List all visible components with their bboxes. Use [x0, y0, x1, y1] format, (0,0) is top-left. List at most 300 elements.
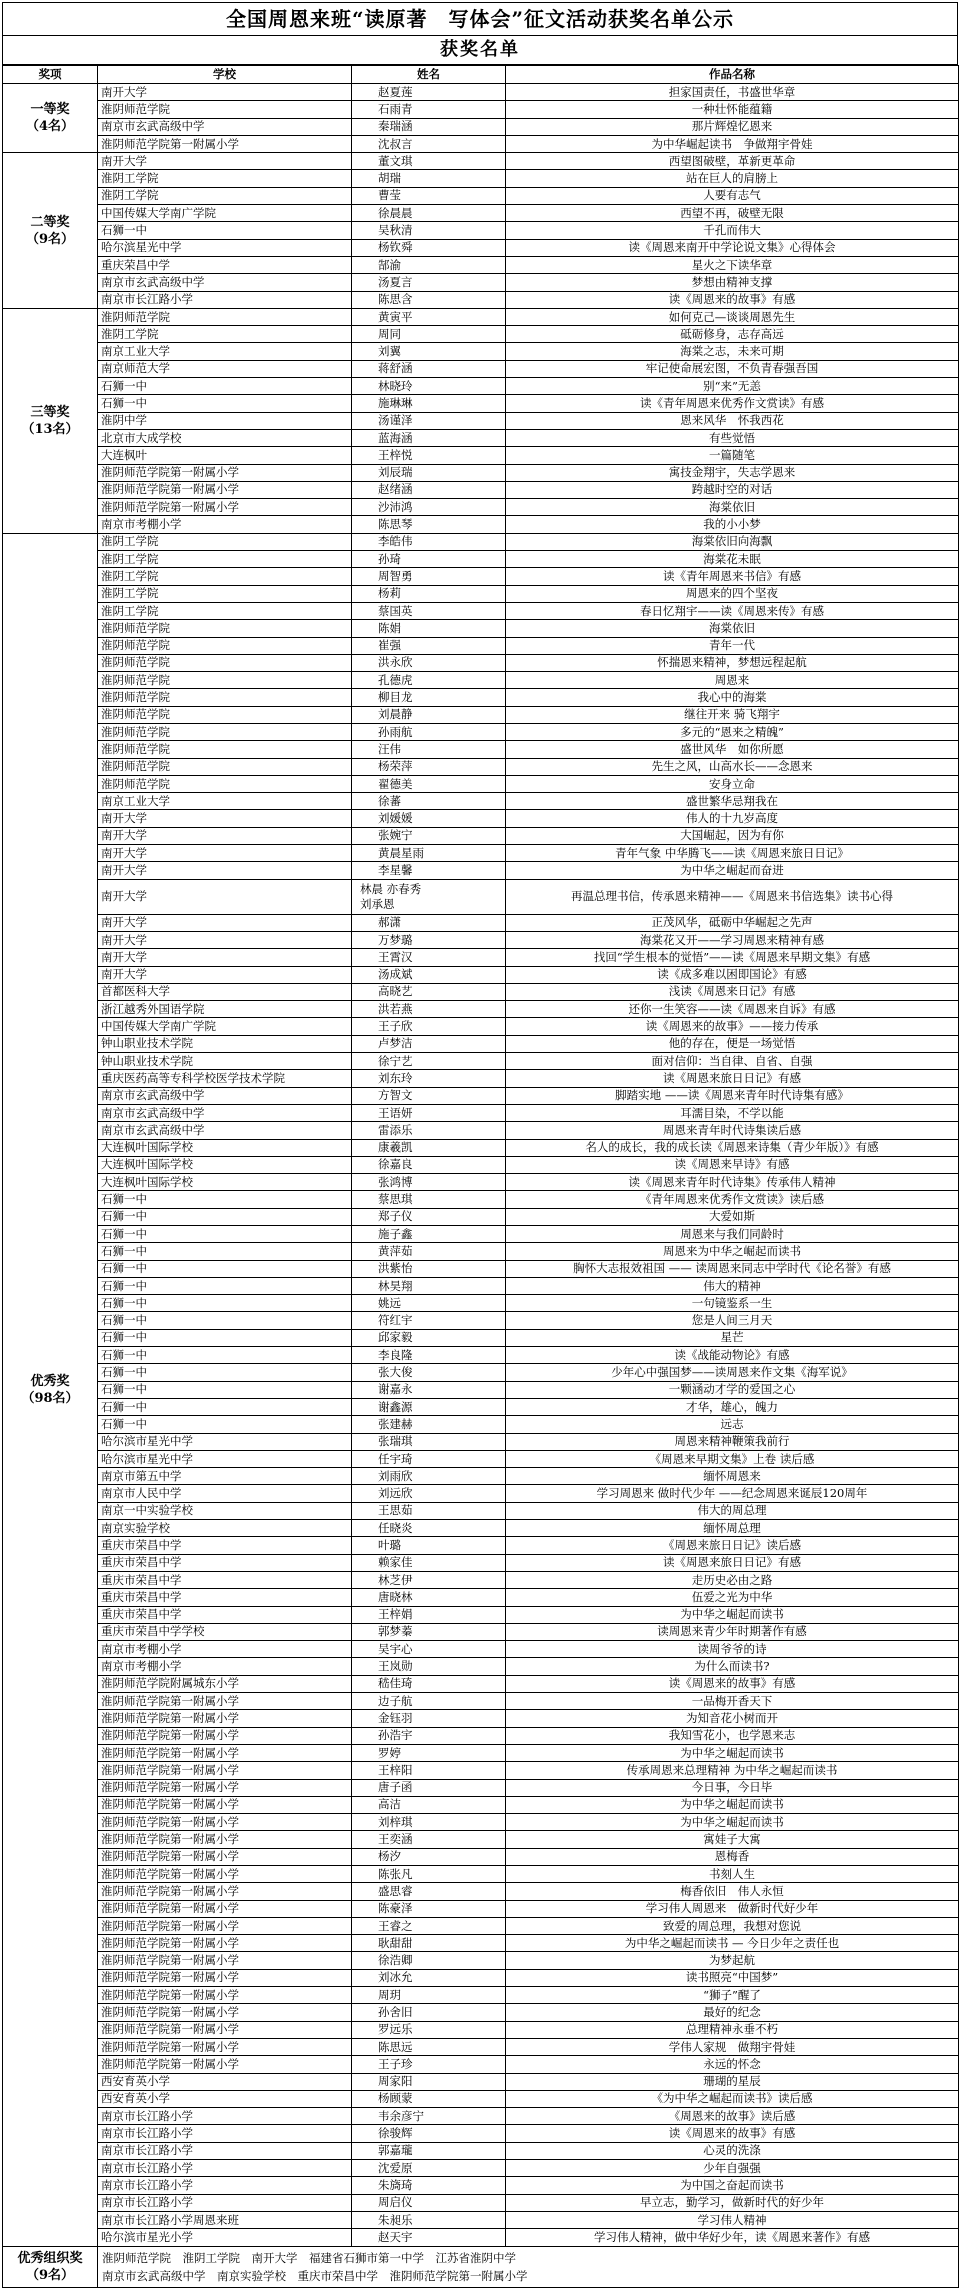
name-cell: 徐蕃 [352, 793, 506, 810]
school-cell: 石狮一中 [98, 1347, 352, 1364]
school-cell: 淮阴师范学院 [98, 723, 352, 740]
name-cell: 秦瑞涵 [352, 118, 506, 135]
table-row [3, 1796, 959, 1813]
table-row [3, 775, 959, 792]
award-list-page [2, 2, 958, 2288]
work-cell: 梦想由精神支撑 [506, 274, 959, 291]
work-cell: 伟大的周总理 [506, 1502, 959, 1519]
table-row [3, 481, 959, 498]
table-row [3, 1520, 959, 1537]
school-cell: 石狮一中 [98, 1226, 352, 1243]
table-row [3, 1502, 959, 1519]
work-cell: 寓娃子大寓 [506, 1831, 959, 1848]
award-level: 三等奖 （13名） [3, 308, 98, 533]
name-cell: 朱旖琦 [352, 2177, 506, 2194]
name-cell: 赵夏莲 [352, 84, 506, 101]
school-cell: 淮阴工学院 [98, 533, 352, 550]
work-cell: 怀揣恩来精神，梦想远程起航 [506, 654, 959, 671]
table-row [3, 1347, 959, 1364]
work-cell: 我的小小梦 [506, 516, 959, 533]
school-cell: 重庆医药高等专科学校医学技术学院 [98, 1070, 352, 1087]
name-cell: 万梦璐 [352, 931, 506, 948]
name-cell: 王睿之 [352, 1917, 506, 1934]
table-row [3, 395, 959, 412]
name-cell: 陈思琴 [352, 516, 506, 533]
table-row [3, 378, 959, 395]
work-cell: 读《青年周恩来优秀作文赏读》有感 [506, 395, 959, 412]
table-row [3, 914, 959, 931]
school-cell: 淮阴师范学院 [98, 308, 352, 325]
table-row [3, 1952, 959, 1969]
name-cell: 黄晨星雨 [352, 845, 506, 862]
school-cell: 大连枫叶国际学校 [98, 1174, 352, 1191]
work-cell: 少年自强强 [506, 2160, 959, 2177]
table-row [3, 1104, 959, 1121]
work-cell: 为什么而读书? [506, 1658, 959, 1675]
table-row [3, 637, 959, 654]
school-cell: 淮阴师范学院 [98, 775, 352, 792]
name-cell: 王子珍 [352, 2056, 506, 2073]
name-cell: 杨汐 [352, 1848, 506, 1865]
work-cell: 周恩来 [506, 672, 959, 689]
school-cell: 淮阴师范学院第一附属小学 [98, 499, 352, 516]
name-cell: 孙舍旧 [352, 2004, 506, 2021]
table-row [3, 568, 959, 585]
table-row [3, 499, 959, 516]
table-row [3, 2056, 959, 2073]
school-cell: 南开大学 [98, 810, 352, 827]
table-row [3, 170, 959, 187]
work-cell: 读《成多难以困即国论》有感 [506, 966, 959, 983]
school-cell: 南京市长江路小学 [98, 2177, 352, 2194]
award-level: 优秀组织奖 （9名） [3, 2246, 98, 2287]
header-school: 学校 [98, 66, 352, 84]
school-cell: 淮阴师范学院第一附属小学 [98, 1814, 352, 1831]
work-cell: 找回“学生根本的觉悟”——读《周恩来早期文集》有感 [506, 949, 959, 966]
table-row [3, 1226, 959, 1243]
name-cell: 沈叔言 [352, 135, 506, 152]
table-row [3, 1174, 959, 1191]
work-cell: 读《周恩来的故事》——接力传承 [506, 1018, 959, 1035]
table-row [3, 1139, 959, 1156]
table-row [3, 1450, 959, 1467]
work-cell: 读《周恩来的故事》有感 [506, 1675, 959, 1692]
school-cell: 淮阴师范学院第一附属小学 [98, 1987, 352, 2004]
table-row [3, 983, 959, 1000]
table-row [3, 1831, 959, 1848]
school-cell: 西安育英小学 [98, 2090, 352, 2107]
school-cell: 南开大学 [98, 153, 352, 170]
table-row [3, 2090, 959, 2107]
table-row [3, 2073, 959, 2090]
school-cell: 淮阴中学 [98, 412, 352, 429]
table-row [3, 429, 959, 446]
work-cell: 《为中华之崛起而读书》读后感 [506, 2090, 959, 2107]
name-cell: 刘远欣 [352, 1485, 506, 1502]
school-cell: 南京市考棚小学 [98, 1658, 352, 1675]
work-cell: 缅怀周恩来 [506, 1468, 959, 1485]
table-row [3, 1917, 959, 1934]
work-cell: 春日忆翔宇——读《周恩来传》有感 [506, 602, 959, 619]
school-cell: 石狮一中 [98, 395, 352, 412]
work-cell: 为中华崛起读书 争做翔宇骨娃 [506, 135, 959, 152]
table-row [3, 1485, 959, 1502]
header-name: 姓名 [352, 66, 506, 84]
school-cell: 南开大学 [98, 862, 352, 879]
name-cell: 林昊翔 [352, 1277, 506, 1294]
name-cell: 曹莹 [352, 187, 506, 204]
work-cell: 别“来”无恙 [506, 378, 959, 395]
table-row [3, 135, 959, 152]
table-row [3, 1693, 959, 1710]
work-cell: 正茂风华，砥砺中华崛起之先声 [506, 914, 959, 931]
work-cell: 书刻人生 [506, 1865, 959, 1882]
work-cell: 传承周恩来总理精神 为中华之崛起而读书 [506, 1762, 959, 1779]
school-cell: 南京市长江路小学周恩来班 [98, 2211, 352, 2228]
school-cell: 重庆市荣昌中学学校 [98, 1623, 352, 1640]
table-row [3, 1018, 959, 1035]
school-cell: 南京市玄武高级中学 [98, 1104, 352, 1121]
work-cell: 少年心中强国梦——读周恩来作文集《海军说》 [506, 1364, 959, 1381]
name-cell: 王梓阳 [352, 1762, 506, 1779]
school-cell: 淮阴师范学院 [98, 706, 352, 723]
name-cell: 张大俊 [352, 1364, 506, 1381]
work-cell: 读《周恩来旅日日记》有感 [506, 1070, 959, 1087]
table-row [3, 412, 959, 429]
school-cell: 淮阴师范学院 [98, 741, 352, 758]
name-cell: 高洁 [352, 1796, 506, 1813]
work-cell: 读书照亮“中国梦” [506, 1969, 959, 1986]
name-cell: 陈思含 [352, 291, 506, 308]
name-cell: 李皓伟 [352, 533, 506, 550]
school-cell: 淮阴师范学院 [98, 689, 352, 706]
name-cell: 周启仪 [352, 2194, 506, 2211]
school-cell: 淮阴师范学院第一附属小学 [98, 1883, 352, 1900]
table-row [3, 706, 959, 723]
name-cell: 黄萍茹 [352, 1243, 506, 1260]
table-row [3, 1848, 959, 1865]
table-row [3, 1641, 959, 1658]
work-cell: 读《青年周恩来书信》有感 [506, 568, 959, 585]
name-cell: 林晨 亦春秀 刘承恩 [352, 879, 506, 914]
table-row [3, 672, 959, 689]
work-cell: 珊瑚的星辰 [506, 2073, 959, 2090]
work-cell: 海棠依旧 [506, 499, 959, 516]
table-row [3, 1658, 959, 1675]
school-cell: 南开大学 [98, 879, 352, 914]
table-row [3, 1814, 959, 1831]
school-cell: 南京市考棚小学 [98, 516, 352, 533]
name-cell: 沙沛鸿 [352, 499, 506, 516]
work-cell: 千孔而伟大 [506, 222, 959, 239]
table-row [3, 810, 959, 827]
table-row [3, 2177, 959, 2194]
name-cell: 崔强 [352, 637, 506, 654]
school-cell: 南京市玄武高级中学 [98, 274, 352, 291]
work-cell: 大国崛起，因为有你 [506, 827, 959, 844]
table-row [3, 447, 959, 464]
name-cell: 施琳琳 [352, 395, 506, 412]
table-row [3, 1295, 959, 1312]
name-cell: 罗婷 [352, 1744, 506, 1761]
table-row [3, 1070, 959, 1087]
table-row [3, 533, 959, 550]
name-cell: 杨荣萍 [352, 758, 506, 775]
school-cell: 淮阴师范学院第一附属小学 [98, 1779, 352, 1796]
table-row [3, 274, 959, 291]
work-cell: 读《周恩来青年时代诗集》传承伟人精神 [506, 1174, 959, 1191]
work-cell: 梅香依旧 伟人永恒 [506, 1883, 959, 1900]
work-cell: 读周爷爷的诗 [506, 1641, 959, 1658]
work-cell: 一品梅开香天下 [506, 1693, 959, 1710]
work-cell: 周恩来的四个坚夜 [506, 585, 959, 602]
school-cell: 淮阴师范学院第一附属小学 [98, 1848, 352, 1865]
work-cell: 海棠花又开——学习周恩来精神有感 [506, 931, 959, 948]
name-cell: 胡瑞 [352, 170, 506, 187]
name-cell: 周玥 [352, 1987, 506, 2004]
work-cell: 星芒 [506, 1329, 959, 1346]
table-row [3, 101, 959, 118]
name-cell: 刘冰允 [352, 1969, 506, 1986]
name-cell: 刘东玲 [352, 1070, 506, 1087]
school-cell: 南开大学 [98, 949, 352, 966]
name-cell: 符红宇 [352, 1312, 506, 1329]
table-row [3, 1191, 959, 1208]
school-cell: 北京市大成学校 [98, 429, 352, 446]
work-cell: 有些觉悟 [506, 429, 959, 446]
table-row [3, 1744, 959, 1761]
name-cell: 吴宇心 [352, 1641, 506, 1658]
school-cell: 中国传媒大学南广学院 [98, 1018, 352, 1035]
work-cell: 继往开来 骑飞翔宇 [506, 706, 959, 723]
table-row [3, 2038, 959, 2055]
table-row [3, 1606, 959, 1623]
school-cell: 南京实验学校 [98, 1520, 352, 1537]
work-cell: 今日事，今日毕 [506, 1779, 959, 1796]
school-cell: 哈尔滨市星光中学 [98, 1450, 352, 1467]
work-cell: 牢记使命展宏图，不负青春强吾国 [506, 360, 959, 377]
name-cell: 任宇琦 [352, 1450, 506, 1467]
table-row [3, 1900, 959, 1917]
school-cell: 淮阴师范学院第一附属小学 [98, 1900, 352, 1917]
school-cell: 南京市长江路小学 [98, 2160, 352, 2177]
school-cell: 石狮一中 [98, 1295, 352, 1312]
table-row [3, 2229, 959, 2246]
school-cell: 淮阴师范学院 [98, 620, 352, 637]
work-cell: 《周恩来旅日日记》读后感 [506, 1537, 959, 1554]
school-cell: 淮阴师范学院 [98, 101, 352, 118]
name-cell: 康羲凯 [352, 1139, 506, 1156]
school-cell: 淮阴师范学院 [98, 672, 352, 689]
table-row [3, 741, 959, 758]
name-cell: 徐浩卿 [352, 1952, 506, 1969]
work-cell: 伟人的十九岁高度 [506, 810, 959, 827]
name-cell: 杨钦舜 [352, 239, 506, 256]
name-cell: 汤夏言 [352, 274, 506, 291]
work-cell: 砥砺修身，志存高远 [506, 326, 959, 343]
work-cell: 早立志，勤学习，做新时代的好少年 [506, 2194, 959, 2211]
work-cell: 伟大的精神 [506, 1277, 959, 1294]
school-cell: 钟山职业技术学院 [98, 1053, 352, 1070]
school-cell: 淮阴师范学院第一附属小学 [98, 1796, 352, 1813]
school-cell: 淮阴工学院 [98, 585, 352, 602]
name-cell: 方智文 [352, 1087, 506, 1104]
work-cell: 为中华之崛起而读书 [506, 1814, 959, 1831]
school-cell: 重庆荣昌中学 [98, 256, 352, 273]
table-row [3, 1537, 959, 1554]
work-cell: 您是人间三月天 [506, 1312, 959, 1329]
header-work: 作品名称 [506, 66, 959, 84]
work-cell: 读《战能动物论》有感 [506, 1347, 959, 1364]
name-cell: 黄寅平 [352, 308, 506, 325]
school-cell: 南京市玄武高级中学 [98, 1122, 352, 1139]
name-cell: 姚远 [352, 1295, 506, 1312]
work-cell: 西望不再，破壁无限 [506, 205, 959, 222]
name-cell: 陈思远 [352, 2038, 506, 2055]
school-cell: 石狮一中 [98, 222, 352, 239]
award-level: 二等奖 （9名） [3, 153, 98, 309]
name-cell: 汪伟 [352, 741, 506, 758]
work-cell: 为梦起航 [506, 1952, 959, 1969]
work-cell: 海棠依旧向海飘 [506, 533, 959, 550]
table-row [3, 1243, 959, 1260]
school-cell: 哈尔滨星光中学 [98, 239, 352, 256]
work-cell: 读《周恩来旅日日记》有感 [506, 1554, 959, 1571]
work-cell: 周恩来精神鞭策我前行 [506, 1433, 959, 1450]
table-row [3, 1260, 959, 1277]
name-cell: 耿甜甜 [352, 1935, 506, 1952]
name-cell: 周同 [352, 326, 506, 343]
work-cell: 最好的纪念 [506, 2004, 959, 2021]
table-row [3, 551, 959, 568]
work-cell: 读周恩来青少年时期著作有感 [506, 1623, 959, 1640]
school-cell: 淮阴工学院 [98, 187, 352, 204]
name-cell: 孙雨航 [352, 723, 506, 740]
work-cell: 永远的怀念 [506, 2056, 959, 2073]
school-cell: 淮阴工学院 [98, 170, 352, 187]
work-cell: 一篇随笔 [506, 447, 959, 464]
table-row [3, 585, 959, 602]
school-cell: 石狮一中 [98, 1243, 352, 1260]
table-row [3, 966, 959, 983]
table-row [3, 2211, 959, 2228]
name-cell: 林晓玲 [352, 378, 506, 395]
name-cell: 邱家毅 [352, 1329, 506, 1346]
school-cell: 淮阴师范学院 [98, 758, 352, 775]
table-row [3, 949, 959, 966]
work-cell: 站在巨人的肩膀上 [506, 170, 959, 187]
table-row [3, 1035, 959, 1052]
work-cell: 青年一代 [506, 637, 959, 654]
work-cell: 伍爱之光为中华 [506, 1589, 959, 1606]
table-row [3, 205, 959, 222]
name-cell: 刘媛媛 [352, 810, 506, 827]
work-cell: 一句镜鉴系一生 [506, 1295, 959, 1312]
work-cell: 先生之风，山高水长——念恩来 [506, 758, 959, 775]
work-cell: 海棠花未眠 [506, 551, 959, 568]
work-cell: 他的存在，便是一场觉悟 [506, 1035, 959, 1052]
name-cell: 张瑞琪 [352, 1433, 506, 1450]
name-cell: 陈张凡 [352, 1865, 506, 1882]
name-cell: 刘雨欣 [352, 1468, 506, 1485]
table-row [3, 689, 959, 706]
school-cell: 南开大学 [98, 931, 352, 948]
name-cell: 张鸿博 [352, 1174, 506, 1191]
work-cell: 才华，雄心，魄力 [506, 1398, 959, 1415]
school-cell: 石狮一中 [98, 1191, 352, 1208]
school-cell: 重庆市荣昌中学 [98, 1571, 352, 1588]
work-cell: 《周恩来早期文集》上卷 读后感 [506, 1450, 959, 1467]
school-cell: 淮阴师范学院第一附属小学 [98, 1935, 352, 1952]
school-cell: 淮阴师范学院第一附属小学 [98, 2056, 352, 2073]
name-cell: 石雨青 [352, 101, 506, 118]
table-row [3, 2004, 959, 2021]
name-cell: 蓝海涵 [352, 429, 506, 446]
work-cell: “狮子”醒了 [506, 1987, 959, 2004]
name-cell: 蔡思琪 [352, 1191, 506, 1208]
work-cell: 那片辉煌忆恩来 [506, 118, 959, 135]
school-cell: 淮阴师范学院第一附属小学 [98, 1693, 352, 1710]
school-cell: 大连枫叶国际学校 [98, 1139, 352, 1156]
school-cell: 淮阴师范学院第一附属小学 [98, 1727, 352, 1744]
work-cell: 《周恩来的故事》读后感 [506, 2108, 959, 2125]
table-row [3, 1087, 959, 1104]
table-row [3, 1329, 959, 1346]
name-cell: 郝潇 [352, 914, 506, 931]
school-cell: 南京市人民中学 [98, 1485, 352, 1502]
table-row [3, 2160, 959, 2177]
work-cell: 远志 [506, 1416, 959, 1433]
work-cell: 浅读《周恩来日记》有感 [506, 983, 959, 1000]
table-row [3, 516, 959, 533]
name-cell: 谢嘉永 [352, 1381, 506, 1398]
school-cell: 淮阴师范学院第一附属小学 [98, 1952, 352, 1969]
work-cell: 如何克己—谈谈周恩先生 [506, 308, 959, 325]
name-cell: 施子鑫 [352, 1226, 506, 1243]
table-row [3, 654, 959, 671]
name-cell: 蔡国英 [352, 602, 506, 619]
work-cell: 周恩来青年时代诗集读后感 [506, 1122, 959, 1139]
name-cell: 李星馨 [352, 862, 506, 879]
table-row [3, 1001, 959, 1018]
school-cell: 钟山职业技术学院 [98, 1035, 352, 1052]
table-row [3, 1364, 959, 1381]
table-row [3, 256, 959, 273]
name-cell: 刘翼 [352, 343, 506, 360]
work-cell: 人要有志气 [506, 187, 959, 204]
school-cell: 淮阴工学院 [98, 602, 352, 619]
list-subtitle: 获奖名单 [2, 35, 958, 65]
school-cell: 哈尔滨市星光小学 [98, 2229, 352, 2246]
work-cell: 还你一生笑容——读《周恩来自诉》有感 [506, 1001, 959, 1018]
school-cell: 石狮一中 [98, 1416, 352, 1433]
school-cell: 淮阴师范学院第一附属小学 [98, 1831, 352, 1848]
name-cell: 王奕涵 [352, 1831, 506, 1848]
table-row [3, 187, 959, 204]
work-cell: 盛世风华 如你所愿 [506, 741, 959, 758]
work-cell: 学习伟人精神，做中华好少年，读《周恩来著作》有感 [506, 2229, 959, 2246]
name-cell: 杨顾蒙 [352, 2090, 506, 2107]
name-cell: 卢梦洁 [352, 1035, 506, 1052]
school-cell: 南京工业大学 [98, 793, 352, 810]
name-cell: 吴秋清 [352, 222, 506, 239]
work-cell: 耳濡目染，不学以能 [506, 1104, 959, 1121]
work-cell: 名人的成长，我的成长读《周恩来诗集（青少年版）》有感 [506, 1139, 959, 1156]
table-row [3, 1623, 959, 1640]
name-cell: 赵天宇 [352, 2229, 506, 2246]
work-cell: 为知音花小树而开 [506, 1710, 959, 1727]
table-row [3, 2125, 959, 2142]
